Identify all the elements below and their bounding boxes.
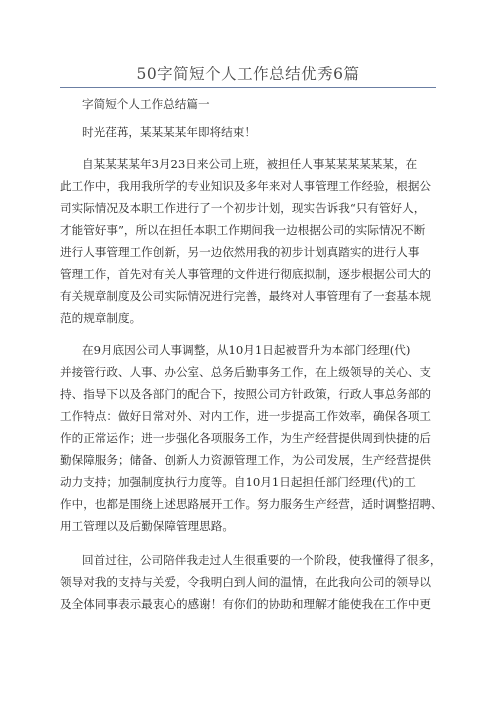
paragraph-line: 勤保障服务；储备、创新人力资源管理工作，为公司发展，生产经营提供 <box>60 453 432 467</box>
paragraph-line: 持、指导下以及各部门的配合下，按照公司方针政策，行政人事总务部的 <box>60 387 432 401</box>
opening-line: 时光荏苒，某某某某年即将结束！ <box>82 125 256 139</box>
paragraph-line: 范的规章制度。 <box>60 311 142 325</box>
paragraph-line: 回首过往，公司陪伴我走过人生很重要的一个阶段，使我懂得了很多， <box>82 553 442 567</box>
paragraph-line: 并接管行政、人事、办公室、总务后勤事务工作，在上级领导的关心、支 <box>60 365 432 379</box>
paragraph-line: 领导对我的支持与关爱，令我明白到人间的温情，在此我向公司的领导以 <box>60 575 432 589</box>
paragraph-line: 及全体同事表示最衷心的感谢！有你们的协助和理解才能使我在工作中更 <box>60 597 432 611</box>
paragraph-line: 才能管好事”，所以在担任本职工作期间我一边根据公司的实际情况不断 <box>60 223 426 237</box>
paragraph-line: 此工作中，我用我所学的专业知识及多年来对人事管理工作经验，根据公 <box>60 179 432 193</box>
paragraph-line: 进行人事管理工作创新，另一边依然用我的初步计划真踏实的进行人事 <box>60 245 420 259</box>
paragraph-line: 作中，也都是围绕上述思路展开工作。努力服务生产经营，适时调整招聘、 <box>60 497 443 511</box>
section-heading: 字简短个人工作总结篇一 <box>82 97 210 111</box>
paragraph-line: 自某某某某年3月23日来公司上班，被担任人事某某某某某某，在 <box>82 157 418 171</box>
paragraph-line: 管理工作，首先对有关人事管理的文件进行彻底拟制，逐步根据公司大的 <box>60 267 432 281</box>
paragraph-line: 工作特点：做好日常对外、对内工作，进一步提高工作效率，确保各项工 <box>60 409 432 423</box>
document-title: 50字简短个人工作总结优秀6篇 <box>136 65 360 83</box>
paragraph-line: 有关规章制度及公司实际情况进行完善，最终对人事管理有了一套基本规 <box>60 289 432 303</box>
paragraph-line: 动力支持；加强制度执行力度等。自10月1日起担任部门经理(代)的工 <box>60 475 416 489</box>
paragraph-line: 司实际情况及本职工作进行了一个初步计划，现实告诉我“只有管好人， <box>60 201 426 215</box>
paragraph-line: 作的正常运作；进一步强化各项服务工作，为生产经营提供周到快捷的后 <box>60 431 432 445</box>
title-divider <box>60 87 436 88</box>
paragraph-line: 在9月底因公司人事调整，从10月1日起被晋升为本部门经理(代) <box>82 343 411 357</box>
paragraph-line: 用工管理以及后勤保障管理思路。 <box>60 519 234 533</box>
